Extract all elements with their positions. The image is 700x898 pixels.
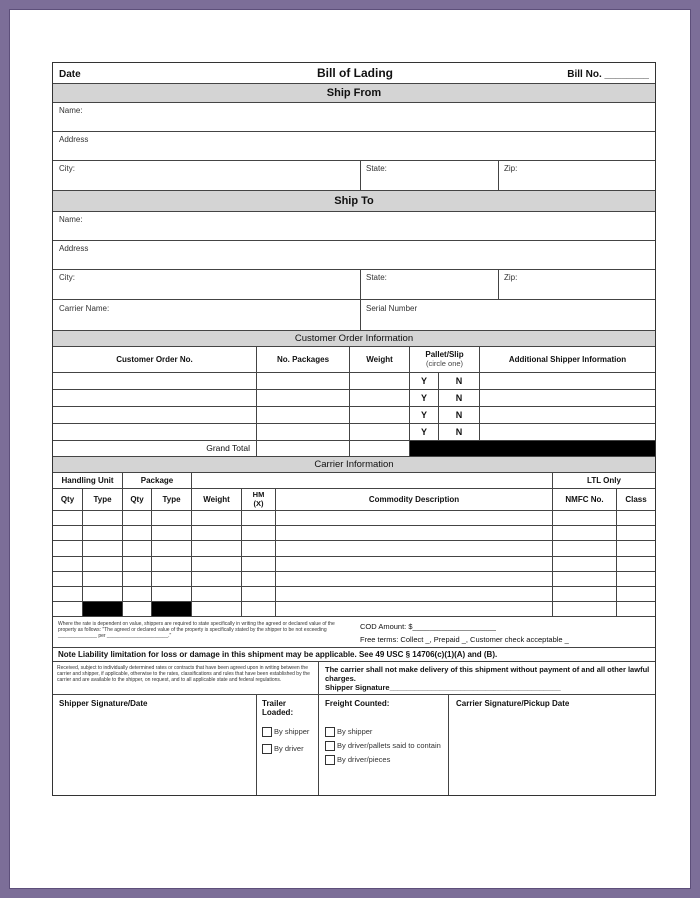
- table-cell[interactable]: [480, 373, 655, 390]
- table-cell[interactable]: [553, 572, 617, 587]
- col-weight: Weight: [350, 347, 410, 373]
- no-option[interactable]: N: [439, 407, 480, 424]
- table-cell[interactable]: [83, 557, 123, 572]
- fc-pieces-label: By driver/pieces: [337, 755, 391, 764]
- ship-to-state-label: State:: [366, 273, 387, 282]
- package-header: Package: [123, 473, 192, 489]
- pallet-slip-label: Pallet/Slip: [425, 350, 464, 359]
- ship-from-zip-field[interactable]: [499, 161, 655, 191]
- checkbox-icon[interactable]: [325, 755, 335, 765]
- table-cell[interactable]: [242, 541, 276, 556]
- table-cell[interactable]: [257, 407, 350, 424]
- table-cell[interactable]: [276, 541, 553, 556]
- col-nmfc-no: NMFC No.: [553, 489, 617, 511]
- table-cell[interactable]: [192, 526, 242, 541]
- table-cell[interactable]: [152, 526, 192, 541]
- table-cell[interactable]: [617, 526, 655, 541]
- table-cell[interactable]: [480, 390, 655, 407]
- table-cell[interactable]: [83, 587, 123, 602]
- table-cell[interactable]: [553, 541, 617, 556]
- value-cod-section: [53, 618, 655, 648]
- customer-order-header: Customer Order Information: [53, 331, 655, 347]
- table-cell[interactable]: [192, 541, 242, 556]
- table-row[interactable]: [53, 424, 257, 441]
- trailer-by-shipper-option[interactable]: [262, 727, 309, 737]
- carrier-signature-box[interactable]: [449, 695, 655, 795]
- shipper-signature-box[interactable]: [53, 695, 257, 795]
- ship-from-address-field[interactable]: [53, 132, 655, 161]
- form-title: Bill of Lading: [317, 66, 393, 80]
- blacked-out-cell: [83, 602, 123, 617]
- table-cell[interactable]: [123, 572, 152, 587]
- table-cell[interactable]: [152, 511, 192, 526]
- table-cell[interactable]: [123, 526, 152, 541]
- grand-total-label: Grand Total: [206, 443, 250, 453]
- no-option[interactable]: N: [439, 424, 480, 441]
- table-cell[interactable]: [553, 511, 617, 526]
- received-note: Received, subject to individually determined rates or contracts that have been agreed upon in writing between the carrier and shipper, if applicable, otherwise to the rates, classifications and rules that have been established by the carrier and are available to the shipper, on request, and to all applicable state and federal regulations.: [53, 662, 319, 695]
- col-commodity-description: Commodity Description: [276, 489, 553, 511]
- table-cell[interactable]: [152, 557, 192, 572]
- table-cell[interactable]: [276, 557, 553, 572]
- table-cell[interactable]: [242, 511, 276, 526]
- table-cell[interactable]: [192, 572, 242, 587]
- freight-counted-box: [319, 695, 449, 795]
- table-cell[interactable]: [617, 572, 655, 587]
- trailer-by-driver-label: By driver: [274, 744, 304, 753]
- date-label: Date: [59, 69, 81, 80]
- col-customer-order-no: Customer Order No.: [53, 347, 257, 373]
- table-cell[interactable]: [553, 602, 617, 617]
- hm-x-label: (X): [253, 499, 264, 508]
- carrier-delivery-note: The carrier shall not make delivery of this shipment without payment of and all other lawful charges.: [325, 665, 650, 683]
- yes-option[interactable]: Y: [410, 390, 439, 407]
- yes-option[interactable]: Y: [410, 373, 439, 390]
- table-cell[interactable]: [242, 587, 276, 602]
- handling-unit-header: Handling Unit: [53, 473, 123, 489]
- table-cell[interactable]: [123, 587, 152, 602]
- table-cell[interactable]: [192, 557, 242, 572]
- ship-from-name-field[interactable]: [53, 103, 655, 132]
- ship-from-city-field[interactable]: [53, 161, 361, 191]
- ship-to-name-label: Name:: [59, 215, 83, 224]
- col-hu-qty: Qty: [53, 489, 83, 511]
- table-cell[interactable]: [83, 526, 123, 541]
- checkbox-icon[interactable]: [325, 741, 335, 751]
- ship-from-address-label: Address: [59, 135, 89, 144]
- table-cell[interactable]: [350, 407, 410, 424]
- carrier-signature-label: Carrier Signature/Pickup Date: [456, 699, 570, 708]
- table-cell[interactable]: [242, 526, 276, 541]
- ship-from-zip-label: Zip:: [504, 164, 518, 173]
- col-class: Class: [617, 489, 655, 511]
- col-pallet-slip: [410, 347, 480, 373]
- fc-pallets-option[interactable]: [325, 741, 441, 751]
- table-cell[interactable]: [617, 511, 655, 526]
- col-hu-type: Type: [83, 489, 123, 511]
- grand-total-row: [53, 441, 257, 457]
- table-cell[interactable]: [53, 572, 83, 587]
- ship-to-address-field[interactable]: [53, 241, 655, 270]
- table-cell[interactable]: [257, 390, 350, 407]
- ship-from-header: Ship From: [53, 83, 655, 103]
- terms-section: [53, 662, 655, 695]
- table-cell[interactable]: [83, 572, 123, 587]
- table-cell[interactable]: [53, 511, 83, 526]
- checkbox-icon[interactable]: [325, 727, 335, 737]
- table-row[interactable]: [53, 407, 257, 424]
- freight-counted-label: Freight Counted:: [325, 699, 390, 708]
- table-cell[interactable]: [617, 541, 655, 556]
- ship-to-city-field[interactable]: [53, 270, 361, 300]
- fc-pallets-label: By driver/pallets said to contain: [337, 741, 441, 750]
- table-cell[interactable]: [53, 557, 83, 572]
- col-pkg-type: Type: [152, 489, 192, 511]
- bill-of-lading-form: [52, 62, 656, 796]
- liability-note: Note Liability limitation for loss or damage in this shipment may be applicable. See 49 USC § 14706(c)(1)(A) and (B).: [53, 648, 655, 662]
- trailer-by-shipper-label: By shipper: [274, 727, 310, 736]
- table-cell[interactable]: [123, 541, 152, 556]
- grand-total-packages[interactable]: [257, 441, 350, 457]
- bill-no-label: Bill No. ________: [567, 69, 649, 80]
- ltl-only-header: LTL Only: [553, 473, 655, 489]
- fc-by-shipper-option[interactable]: [325, 727, 372, 737]
- shipper-signature-label: Shipper Signature/Date: [59, 699, 148, 708]
- col-additional-info: Additional Shipper Information: [480, 347, 655, 373]
- checkbox-icon[interactable]: [262, 727, 272, 737]
- ship-from-state-field[interactable]: [361, 161, 499, 191]
- yes-option[interactable]: Y: [410, 407, 439, 424]
- serial-number-field[interactable]: [361, 300, 655, 331]
- col-pkg-qty: Qty: [123, 489, 152, 511]
- table-cell[interactable]: [257, 424, 350, 441]
- table-cell[interactable]: [53, 602, 83, 617]
- col-no-packages: No. Packages: [257, 347, 350, 373]
- carrier-info-header: Carrier Information: [53, 457, 655, 473]
- free-terms-field[interactable]: Free terms: Collect _, Prepaid _, Customer check acceptable _: [360, 635, 569, 644]
- serial-number-label: Serial Number: [366, 304, 418, 313]
- table-cell[interactable]: [350, 373, 410, 390]
- fc-pieces-option[interactable]: [325, 755, 390, 765]
- carrier-info-table: [53, 473, 655, 618]
- value-declaration-note: Where the rate is dependent on value, shippers are required to state specifically in writing the agreed or declared value of the property as follows: "The agreed or declared value of the property is specifically stated by the shipper to be not exceeding ______________ per ______________________.": [58, 621, 335, 639]
- table-cell[interactable]: [192, 587, 242, 602]
- yes-option[interactable]: Y: [410, 424, 439, 441]
- cod-amount-field[interactable]: COD Amount: $____________________: [360, 622, 496, 631]
- table-cell[interactable]: [276, 526, 553, 541]
- checkbox-icon[interactable]: [262, 744, 272, 754]
- table-cell[interactable]: [242, 557, 276, 572]
- circle-one-label: (circle one): [425, 359, 464, 368]
- table-cell[interactable]: [480, 407, 655, 424]
- fc-by-shipper-label: By shipper: [337, 727, 373, 736]
- table-cell[interactable]: [276, 572, 553, 587]
- table-cell[interactable]: [83, 511, 123, 526]
- grand-total-weight[interactable]: [350, 441, 410, 457]
- table-cell[interactable]: [553, 557, 617, 572]
- page-frame: [10, 10, 690, 888]
- table-cell[interactable]: [350, 390, 410, 407]
- ship-from-state-label: State:: [366, 164, 387, 173]
- trailer-loaded-box: [257, 695, 319, 795]
- table-cell[interactable]: [553, 526, 617, 541]
- ship-to-zip-label: Zip:: [504, 273, 518, 282]
- table-row[interactable]: [53, 390, 257, 407]
- co-rows: [53, 373, 655, 457]
- no-option[interactable]: N: [439, 373, 480, 390]
- table-cell[interactable]: [276, 587, 553, 602]
- table-cell[interactable]: [276, 602, 553, 617]
- trailer-loaded-label: Trailer Loaded:: [262, 699, 294, 717]
- ship-from-name-label: Name:: [59, 106, 83, 115]
- table-cell[interactable]: [276, 511, 553, 526]
- table-cell[interactable]: [617, 602, 655, 617]
- ship-to-zip-field[interactable]: [499, 270, 655, 300]
- table-cell[interactable]: [242, 602, 276, 617]
- customer-order-table: [53, 347, 655, 457]
- col-weight: Weight: [192, 489, 242, 511]
- ship-to-address-label: Address: [59, 244, 89, 253]
- ship-to-state-field[interactable]: [361, 270, 499, 300]
- ship-to-header: Ship To: [53, 191, 655, 212]
- ship-from-city-label: City:: [59, 164, 75, 173]
- col-hm: [242, 489, 276, 511]
- table-cell[interactable]: [123, 602, 152, 617]
- no-option[interactable]: N: [439, 390, 480, 407]
- table-cell[interactable]: [123, 511, 152, 526]
- table-cell[interactable]: [152, 572, 192, 587]
- blacked-out-cell: [152, 602, 192, 617]
- table-row[interactable]: [53, 373, 257, 390]
- table-cell[interactable]: [192, 511, 242, 526]
- ship-to-city-label: City:: [59, 273, 75, 282]
- shipper-signature-line[interactable]: Shipper Signature_________________________________________: [325, 683, 561, 692]
- header-spacer: [192, 473, 553, 489]
- ship-to-name-field[interactable]: [53, 212, 655, 241]
- table-cell[interactable]: [257, 373, 350, 390]
- carrier-name-label: Carrier Name:: [59, 304, 110, 313]
- table-cell[interactable]: [123, 557, 152, 572]
- table-cell[interactable]: [350, 424, 410, 441]
- table-cell[interactable]: [53, 587, 83, 602]
- table-cell[interactable]: [53, 526, 83, 541]
- hm-label: HM: [252, 490, 265, 499]
- carrier-name-field[interactable]: [53, 300, 361, 331]
- table-cell[interactable]: [83, 541, 123, 556]
- table-cell[interactable]: [152, 587, 192, 602]
- carrier-info-rows: [53, 511, 655, 618]
- table-cell[interactable]: [480, 424, 655, 441]
- blacked-out-cell: [410, 441, 655, 457]
- table-cell[interactable]: [53, 541, 83, 556]
- signature-section: [53, 695, 655, 795]
- table-cell[interactable]: [617, 587, 655, 602]
- table-cell[interactable]: [152, 541, 192, 556]
- table-cell[interactable]: [553, 587, 617, 602]
- trailer-by-driver-option[interactable]: [262, 744, 304, 754]
- table-cell[interactable]: [192, 602, 242, 617]
- table-cell[interactable]: [617, 557, 655, 572]
- table-cell[interactable]: [242, 572, 276, 587]
